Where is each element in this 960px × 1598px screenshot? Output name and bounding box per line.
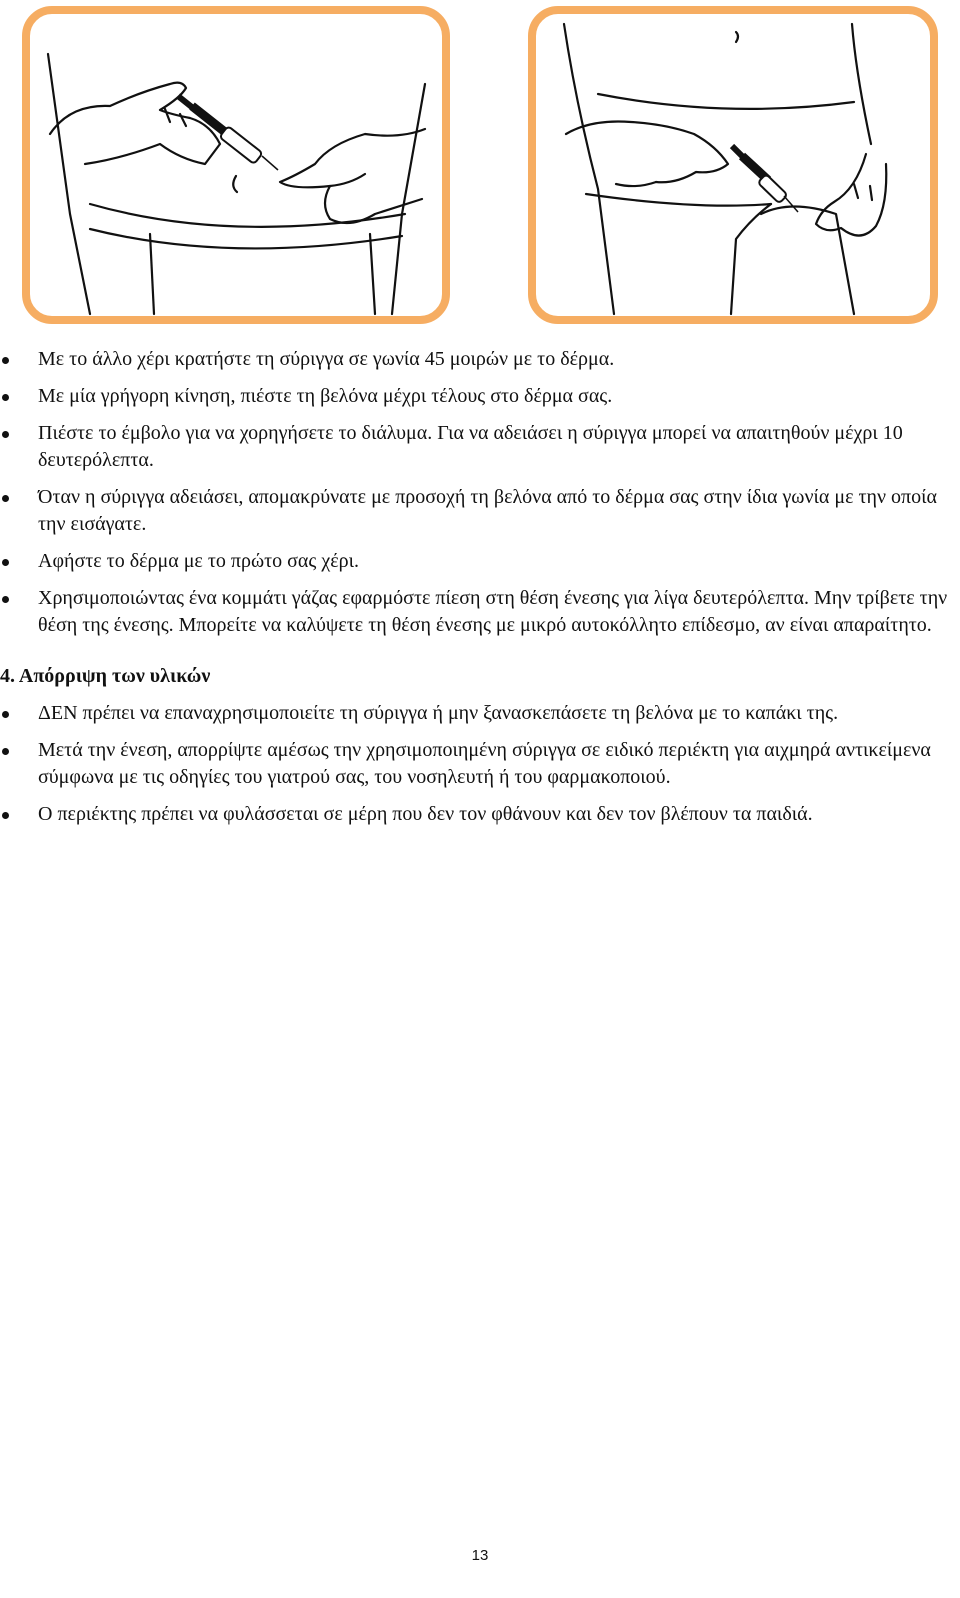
bullet-icon — [2, 495, 9, 502]
list-item — [0, 383, 958, 410]
list-item — [0, 548, 958, 575]
disposal-steps-list — [0, 700, 958, 828]
list-item-text: Με το άλλο χέρι κρατήστε τη σύριγγα σε γωνία 45 μοιρών με το δέρμα. — [38, 348, 615, 370]
list-item — [0, 737, 958, 791]
list-item-text: Όταν η σύριγγα αδειάσει, απομακρύνατε με προσοχή τη βελόνα από το δέρμα σας στην ίδια γωνία με την οποία την εισάγατε. — [38, 486, 937, 535]
list-item — [0, 346, 958, 373]
bullet-icon — [2, 596, 9, 603]
list-item — [0, 585, 958, 639]
list-item-text: Χρησιμοποιώντας ένα κομμάτι γάζας εφαρμόστε πίεση στη θέση ένεσης για λίγα δευτερόλεπτα. Μην τρίβετε την θέση της ένεσης. Μπορείτε να καλύψετε τη θέση ένεσης με μικρό αυτοκόλλητο επίδεσμο, αν είναι απαραίτητο. — [38, 587, 948, 636]
list-item-text: Πιέστε το έμβολο για να χορηγήσετε το διάλυμα. Για να αδειάσει η σύριγγα μπορεί να απαιτηθούν μέχρι 10 δευτερόλεπτα. — [38, 422, 903, 471]
bullet-icon — [2, 812, 9, 819]
bullet-icon — [2, 357, 9, 364]
instructions-content — [0, 346, 958, 838]
injection-steps-list — [0, 346, 958, 639]
abdomen-injection-icon — [30, 14, 442, 316]
list-item — [0, 484, 958, 538]
abdomen-injection-illustration — [22, 6, 450, 324]
thigh-injection-illustration — [528, 6, 938, 324]
list-item-text: ΔΕΝ πρέπει να επαναχρησιμοποιείτε τη σύριγγα ή μην ξανασκεπάσετε τη βελόνα με το καπάκι της. — [38, 702, 839, 724]
list-item-text: Με μία γρήγορη κίνηση, πιέστε τη βελόνα μέχρι τέλους στο δέρμα σας. — [38, 385, 613, 407]
list-item — [0, 700, 958, 727]
bullet-icon — [2, 711, 9, 718]
list-item-text: Ο περιέκτης πρέπει να φυλάσσεται σε μέρη που δεν τον φθάνουν και δεν τον βλέπουν τα παιδιά. — [38, 803, 813, 825]
thigh-injection-icon — [536, 14, 930, 316]
bullet-icon — [2, 748, 9, 755]
list-item-text: Μετά την ένεση, απορρίψτε αμέσως την χρησιμοποιημένη σύριγγα σε ειδικό περιέκτη για αιχμηρά αντικείμενα σύμφωνα με τις οδηγίες του γιατρού σας, του νοσηλευτή ή του φαρμακοποιού. — [38, 739, 931, 788]
bullet-icon — [2, 559, 9, 566]
bullet-icon — [2, 394, 9, 401]
list-item — [0, 420, 958, 474]
list-item-text: Αφήστε το δέρμα με το πρώτο σας χέρι. — [38, 550, 359, 572]
bullet-icon — [2, 431, 9, 438]
section-heading-disposal: 4. Απόρριψη των υλικών — [0, 665, 211, 687]
list-item — [0, 801, 958, 828]
page-number: 13 — [471, 1547, 489, 1564]
